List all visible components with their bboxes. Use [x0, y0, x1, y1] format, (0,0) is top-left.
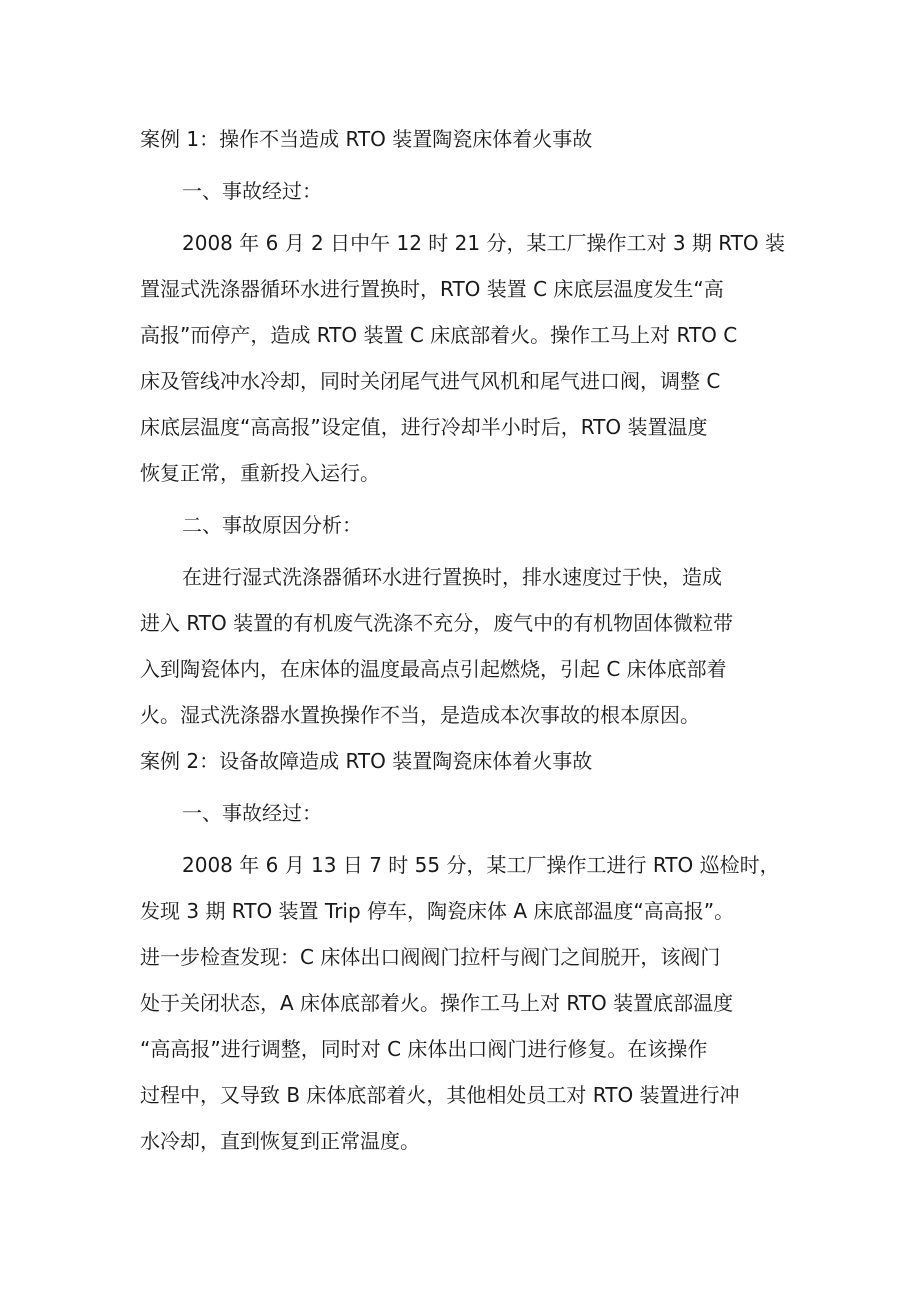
- case1-title: 案例 1：操作不当造成 RTO 装置陶瓷床体着火事故: [140, 127, 593, 151]
- paragraph-line: 水冷却，直到恢复到正常温度。: [140, 1129, 420, 1153]
- paragraph-line: 2008 年 6 月 2 日中午 12 时 21 分，某工厂操作工对 3 期 RTO 装: [182, 231, 786, 255]
- paragraph-line: “高高报”进行调整，同时对 C 床体出口阀门进行修复。在该操作: [140, 1037, 708, 1061]
- paragraph-line: 床底层温度“高高报”设定值，进行冷却半小时后，RTO 装置温度: [140, 415, 708, 439]
- case2-section1-heading: 一、事故经过：: [182, 801, 322, 825]
- paragraph-line: 置湿式洗涤器循环水进行置换时，RTO 装置 C 床底层温度发生“高: [140, 277, 724, 301]
- case1-section2-heading: 二、事故原因分析：: [182, 513, 362, 537]
- paragraph-line: 进入 RTO 装置的有机废气洗涤不充分，废气中的有机物固体微粒带: [140, 611, 734, 635]
- paragraph-line: 火。湿式洗涤器水置换操作不当，是造成本次事故的根本原因。: [140, 703, 700, 727]
- paragraph-line: 高报”而停产，造成 RTO 装置 C 床底部着火。操作工马上对 RTO C: [140, 323, 738, 347]
- paragraph-line: 入到陶瓷体内，在床体的温度最高点引起燃烧，引起 C 床体底部着: [140, 657, 727, 681]
- paragraph-line: 在进行湿式洗涤器循环水进行置换时，排水速度过于快，造成: [182, 565, 722, 589]
- case1-section1-heading: 一、事故经过：: [182, 179, 322, 203]
- paragraph-line: 2008 年 6 月 13 日 7 时 55 分，某工厂操作工进行 RTO 巡检时，: [182, 853, 780, 877]
- case2-title: 案例 2：设备故障造成 RTO 装置陶瓷床体着火事故: [140, 749, 593, 773]
- paragraph-line: 进一步检查发现：C 床体出口阀阀门拉杆与阀门之间脱开，该阀门: [140, 945, 721, 969]
- paragraph-line: 处于关闭状态，A 床体底部着火。操作工马上对 RTO 装置底部温度: [140, 991, 734, 1015]
- paragraph-line: 恢复正常，重新投入运行。: [140, 461, 380, 485]
- document-body: [140, 116, 786, 1164]
- paragraph-line: 过程中，又导致 B 床体底部着火，其他相处员工对 RTO 装置进行冲: [140, 1083, 740, 1107]
- paragraph-line: 发现 3 期 RTO 装置 Trip 停车，陶瓷床体 A 床底部温度“高高报”。: [140, 899, 735, 923]
- paragraph-line: 床及管线冲水冷却，同时关闭尾气进气风机和尾气进口阀，调整 C: [140, 369, 721, 393]
